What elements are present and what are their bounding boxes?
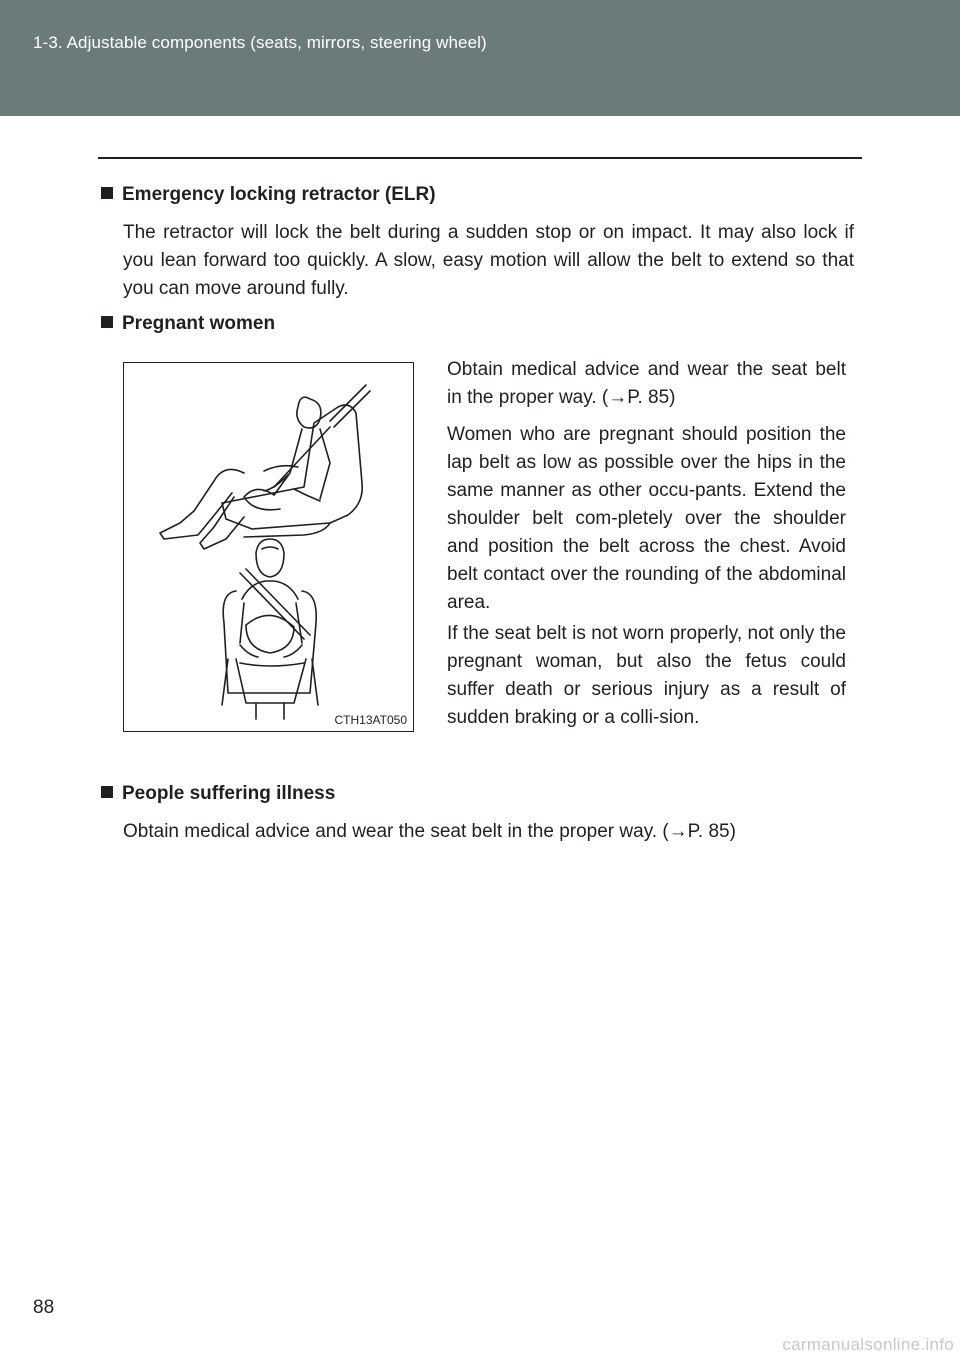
square-bullet-icon [101, 316, 113, 328]
paragraph-illness: Obtain medical advice and wear the seat belt in the proper way. (→P. 85) [123, 821, 736, 842]
heading-pregnant-women: Pregnant women [101, 313, 275, 335]
seatbelt-illustration [123, 362, 414, 732]
paragraph-elr: The retractor will lock the belt during a sudden stop or on impact. It may also lock if you lean forward too quickly. A slow, easy motion will allow the belt to extend so that you can move around fully. [123, 222, 854, 299]
paragraph-pregnant-3: If the seat belt is not worn properly, not only the pregnant woman, but also the fetus could suffer death or serious injury as a result of sudden braking or a colli-sion. [447, 623, 846, 728]
square-bullet-icon [101, 187, 113, 199]
paragraph-pregnant-1: Obtain medical advice and wear the seat belt in the proper way. (→P. 85) [447, 359, 846, 408]
heading-people-suffering-illness: People suffering illness [101, 783, 335, 805]
page-number: 88 [33, 1297, 55, 1318]
section-title: 1-3. Adjustable components (seats, mirrors, steering wheel) [33, 33, 487, 52]
figure-code: CTH13AT050 [334, 713, 407, 727]
watermark: carmanualsonline.info [782, 1335, 954, 1354]
divider-rule [98, 157, 862, 159]
square-bullet-icon [101, 786, 113, 798]
paragraph-pregnant-2: Women who are pregnant should position the lap belt as low as possible over the hips in the same manner as other occu-pants. Extend the shoulder belt com-pletely over the shoulder and position the belt across the chest. Avoid belt contact over the rounding of the abdominal area. [447, 424, 846, 613]
header-band [0, 0, 960, 116]
pregnant-woman-seatbelt-icon [124, 363, 413, 731]
heading-elr: Emergency locking retractor (ELR) [101, 184, 436, 206]
